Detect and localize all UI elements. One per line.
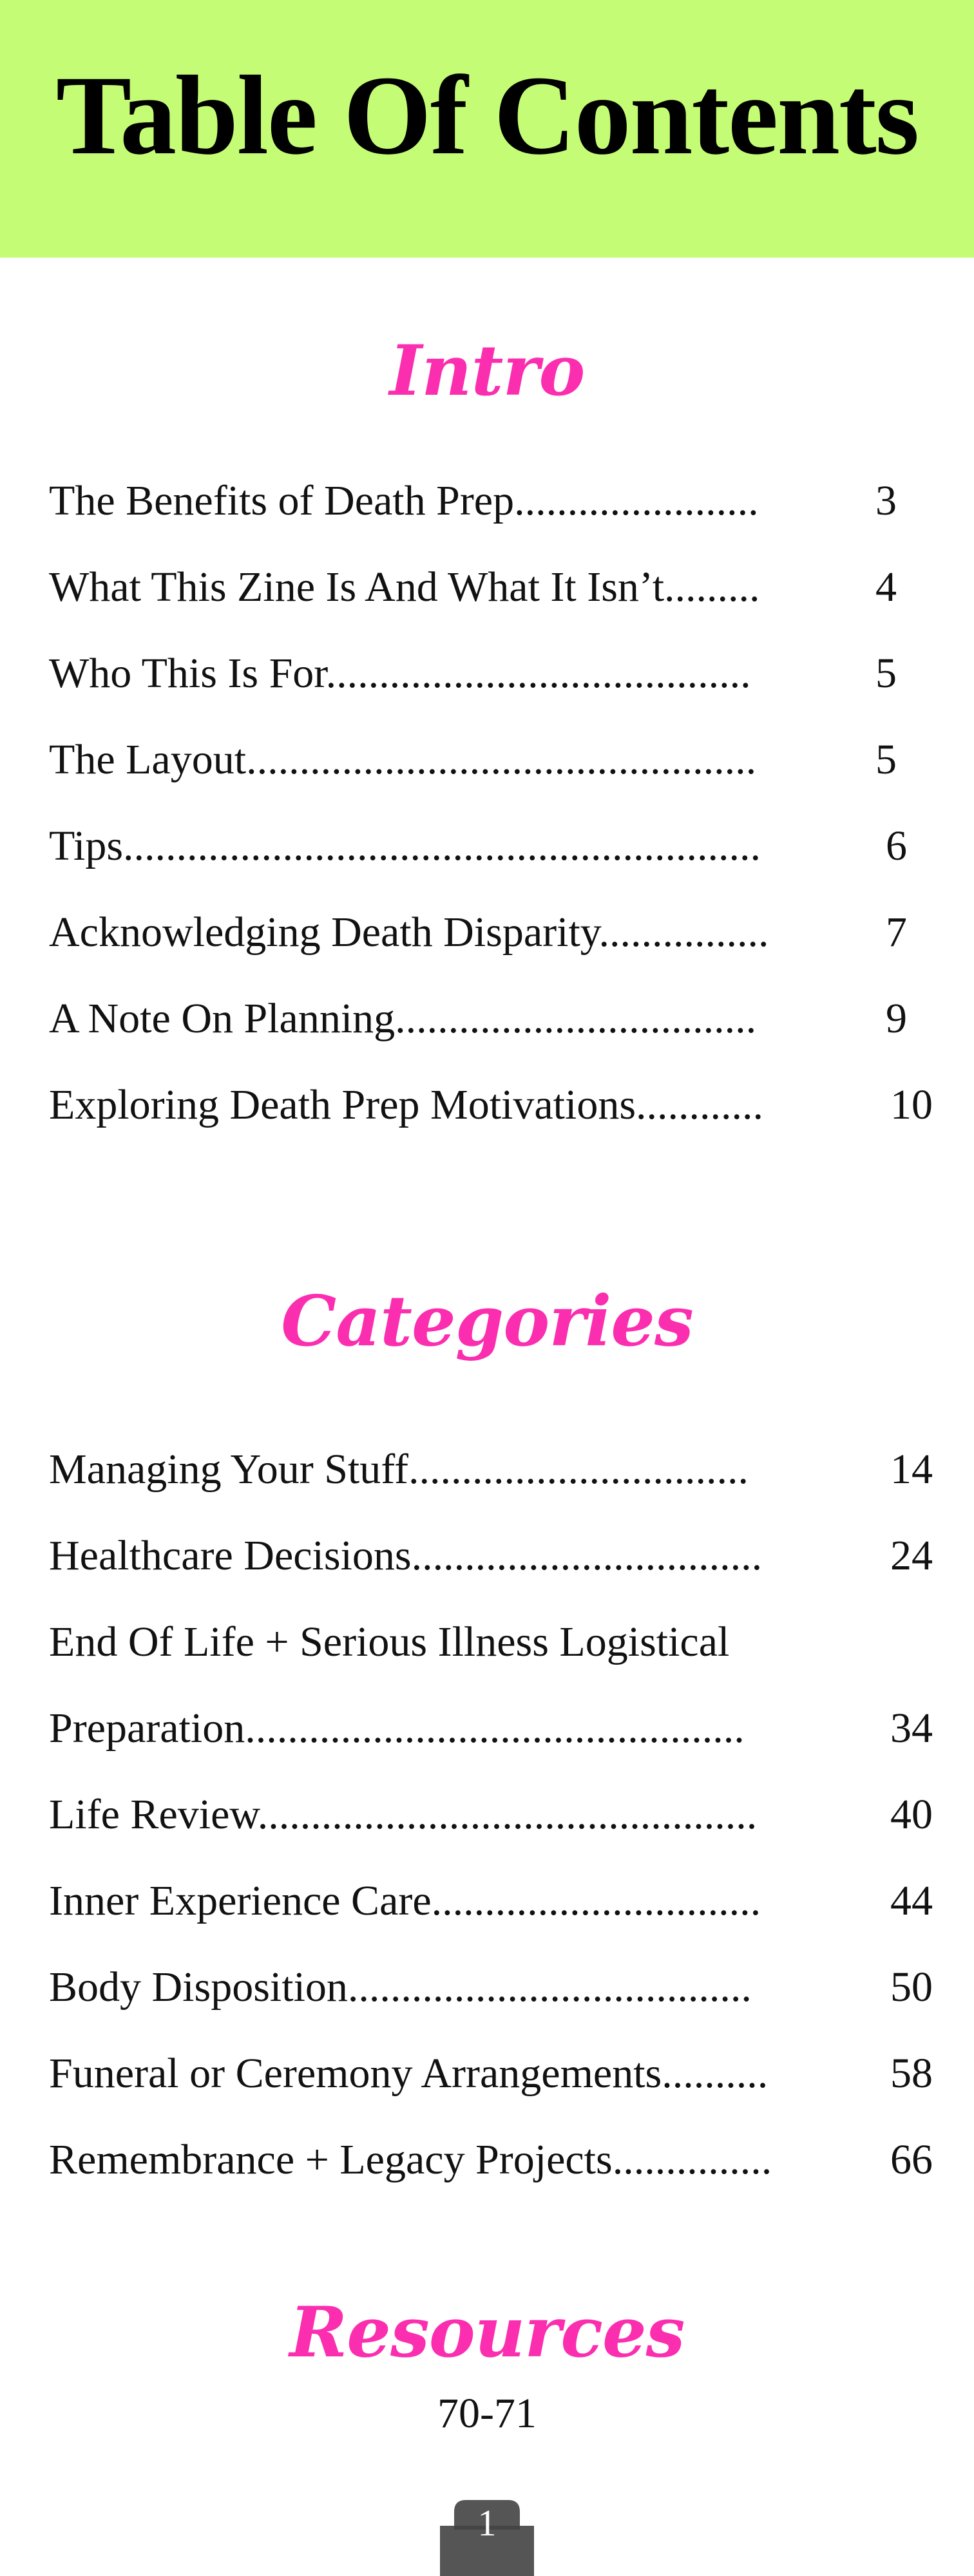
toc-entry-dots: ............................................... bbox=[245, 1705, 745, 1752]
toc-entry[interactable] bbox=[49, 2035, 933, 2112]
toc-entry-dots: ............................... bbox=[431, 1877, 761, 1924]
toc-entry[interactable] bbox=[49, 1690, 933, 1767]
toc-entry-dots: .................................. bbox=[395, 995, 757, 1042]
toc-entry-dots: ............... bbox=[612, 2136, 772, 2183]
toc-entry-page: 5 bbox=[875, 736, 897, 783]
toc-entry[interactable] bbox=[49, 462, 933, 540]
toc-entry-title: Preparation bbox=[49, 1705, 245, 1752]
toc-entry-page: 58 bbox=[890, 2050, 933, 2097]
toc-entry-title: What This Zine Is And What It Isn’t bbox=[49, 564, 665, 611]
toc-entry-title: Inner Experience Care bbox=[49, 1877, 432, 1924]
toc-entry-title: Who This Is For bbox=[49, 650, 326, 697]
toc-entry-dots: .......... bbox=[662, 2050, 769, 2097]
toc-entry[interactable] bbox=[49, 894, 933, 971]
toc-entry-dots: ............................................................ bbox=[123, 822, 761, 869]
toc-entry-page: 7 bbox=[886, 909, 907, 956]
toc-entry-title: Healthcare Decisions bbox=[49, 1532, 412, 1579]
toc-entry-page: 50 bbox=[890, 1964, 933, 2011]
toc-entry[interactable] bbox=[49, 980, 933, 1057]
toc-entry[interactable] bbox=[49, 1862, 933, 1940]
page-number: 1 bbox=[477, 2502, 497, 2544]
toc-entry-page: 34 bbox=[890, 1705, 933, 1752]
toc-entry-page: 40 bbox=[890, 1791, 933, 1838]
toc-entry-title: Managing Your Stuff bbox=[49, 1446, 409, 1493]
toc-entry-page: 9 bbox=[886, 995, 907, 1042]
toc-entry-page: 3 bbox=[875, 477, 897, 524]
toc-entry-title: Exploring Death Prep Motivations bbox=[49, 1081, 636, 1128]
toc-entry-title: Body Disposition bbox=[49, 1964, 348, 2011]
toc-entry-dots: ....................... bbox=[514, 477, 759, 524]
toc-entry-title: Life Review bbox=[49, 1791, 258, 1838]
toc-entry[interactable] bbox=[49, 1431, 933, 1508]
toc-entry-dots: ...................................... bbox=[347, 1964, 752, 2011]
toc-entry-title: Funeral or Ceremony Arrangements bbox=[49, 2050, 662, 2097]
toc-entry-dots: ................ bbox=[598, 909, 769, 956]
toc-entry-title-continued: End Of Life + Serious Illness Logistical bbox=[49, 1618, 730, 1665]
toc-entry-title: Tips bbox=[49, 822, 124, 869]
toc-entry-dots: ............ bbox=[636, 1081, 764, 1128]
section-heading-categories: Categories bbox=[281, 1281, 693, 1362]
toc-entry[interactable] bbox=[49, 1517, 933, 1595]
toc-entry[interactable] bbox=[49, 1066, 933, 1144]
toc-entry-page: 4 bbox=[875, 564, 897, 611]
toc-entry-dots: ................................. bbox=[411, 1532, 763, 1579]
toc-entry[interactable] bbox=[49, 808, 933, 885]
toc-entry-page: 44 bbox=[890, 1877, 933, 1924]
toc-entry-page: 24 bbox=[890, 1532, 933, 1579]
toc-entry-page: 14 bbox=[890, 1446, 933, 1493]
toc-entry-title: Remembrance + Legacy Projects bbox=[49, 2136, 613, 2183]
toc-entry-dots: ............................................... bbox=[257, 1791, 758, 1838]
section-heading-resources: Resources bbox=[289, 2292, 685, 2373]
toc-entry-page: 10 bbox=[890, 1081, 933, 1128]
toc-entry-title: The Layout bbox=[49, 736, 247, 783]
page-title: Table Of Contents bbox=[55, 53, 919, 178]
toc-entry[interactable] bbox=[49, 1776, 933, 1853]
toc-entry[interactable] bbox=[49, 635, 933, 712]
toc-entry[interactable] bbox=[49, 721, 933, 799]
toc-entry-page: 5 bbox=[875, 650, 897, 697]
section-heading-intro: Intro bbox=[389, 330, 585, 412]
toc-entry-dots: ................................................ bbox=[246, 736, 757, 783]
toc-entry[interactable] bbox=[49, 2121, 933, 2199]
title-banner bbox=[0, 0, 974, 258]
toc-entry-dots: ................................ bbox=[408, 1446, 749, 1493]
toc-entry-dots: ......... bbox=[664, 564, 760, 611]
toc-entry-title: Acknowledging Death Disparity bbox=[49, 909, 599, 956]
toc-entry-page: 66 bbox=[890, 2136, 933, 2183]
toc-entry-dots: ........................................ bbox=[325, 650, 751, 697]
toc-entry-page: 6 bbox=[886, 822, 907, 869]
toc-entry[interactable] bbox=[49, 1949, 933, 2026]
toc-entry-title: The Benefits of Death Prep bbox=[49, 477, 515, 524]
resources-page-range: 70-71 bbox=[437, 2390, 537, 2437]
toc-entry-title: A Note On Planning bbox=[49, 995, 396, 1042]
toc-entry[interactable] bbox=[49, 549, 933, 626]
